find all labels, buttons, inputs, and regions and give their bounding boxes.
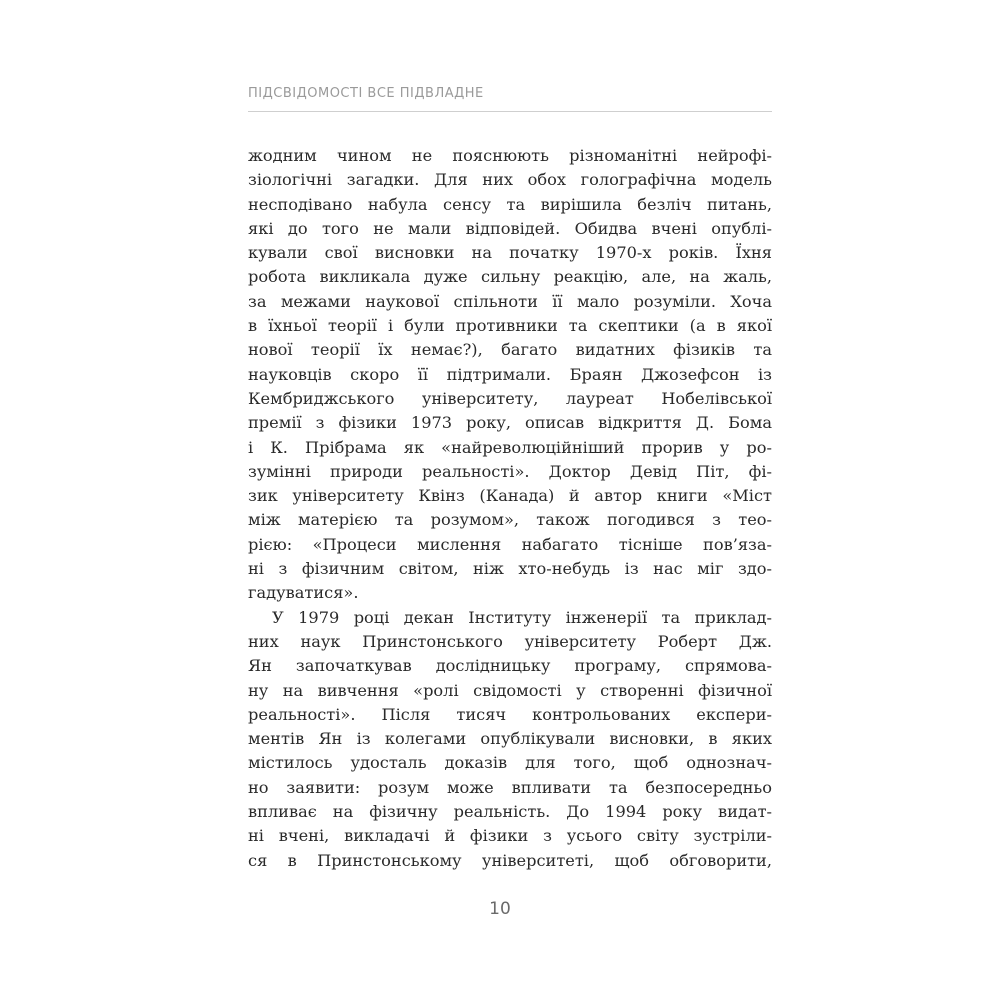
paragraph [248, 144, 772, 606]
running-head: ПІДСВІДОМОСТІ ВСЕ ПІДВЛАДНЕ [248, 86, 484, 101]
text-line: несподівано набула сенсу та вирішила безліч питань, [248, 194, 772, 214]
text-line: Кембриджського університету, лауреат Нобелівської [248, 388, 772, 408]
text-line: зумінні природи реальності». Доктор Девід Піт, фі- [248, 461, 772, 481]
text-line: зіологічні загадки. Для них обох голографічна модель [248, 170, 772, 190]
text-line: ні з фізичним світом, ніж хто-небудь із нас міг здо- [248, 559, 772, 579]
text-line: між матерією та розумом», також погодився з тео- [248, 510, 772, 530]
text-line: за межами наукової спільноти її мало розуміли. Хоча [248, 291, 772, 311]
text-line: робота викликала дуже сильну реакцію, але, на жаль, [248, 267, 772, 287]
text-line: кували свої висновки на початку 1970-х років. Їхня [248, 243, 772, 263]
header-rule [248, 111, 772, 112]
text-line: них наук Принстонського університету Роберт Дж. [248, 631, 772, 651]
text-line: нової теорії їх немає?), багато видатних фізиків та [248, 340, 772, 360]
text-line: містилось удосталь доказів для того, щоб однознач- [248, 753, 772, 773]
text-line: гадуватися». [248, 583, 359, 603]
text-line: ні вчені, викладачі й фізики з усього світу зустріли- [248, 826, 772, 846]
text-line: і К. Прібрама як «найреволюційніший прорив у ро- [248, 437, 772, 457]
text-line: ся в Принстонському університеті, щоб обговорити, [248, 850, 772, 870]
text-line: зик університету Квінз (Канада) й автор книги «Міст [248, 486, 772, 506]
text-line: реальності». Після тисяч контрольованих експери- [248, 704, 772, 724]
text-line: ментів Ян із колегами опублікували висновки, в яких [248, 729, 772, 749]
text-line: премії з фізики 1973 року, описав відкриття Д. Бома [248, 413, 772, 433]
text-line: в їхньої теорії і були противники та скептики (а в якої [248, 316, 772, 336]
text-line: жодним чином не пояснюють різноманітні нейрофі- [248, 146, 772, 165]
text-line: які до того не мали відповідей. Обидва вчені опублі- [248, 218, 772, 238]
text-line: рією: «Процеси мислення набагато тісніше пов’язa- [248, 534, 772, 554]
page-number: 10 [489, 899, 511, 919]
text-line: Ян започаткував дослідницьку програму, спрямова- [248, 656, 772, 676]
text-line: впливає на фізичну реальність. До 1994 року видат- [248, 802, 772, 822]
text-line: но заявити: розум може впливати та безпосередньо [248, 777, 772, 797]
text-line: ну на вивчення «ролі свідомості у створенні фізичної [248, 680, 772, 700]
paragraph [248, 606, 772, 873]
body-text [248, 144, 772, 873]
text-line: У 1979 році декан Інституту інженерії та приклад- [272, 607, 772, 627]
text-line: науковців скоро її підтримали. Браян Джозефсон із [248, 364, 772, 384]
